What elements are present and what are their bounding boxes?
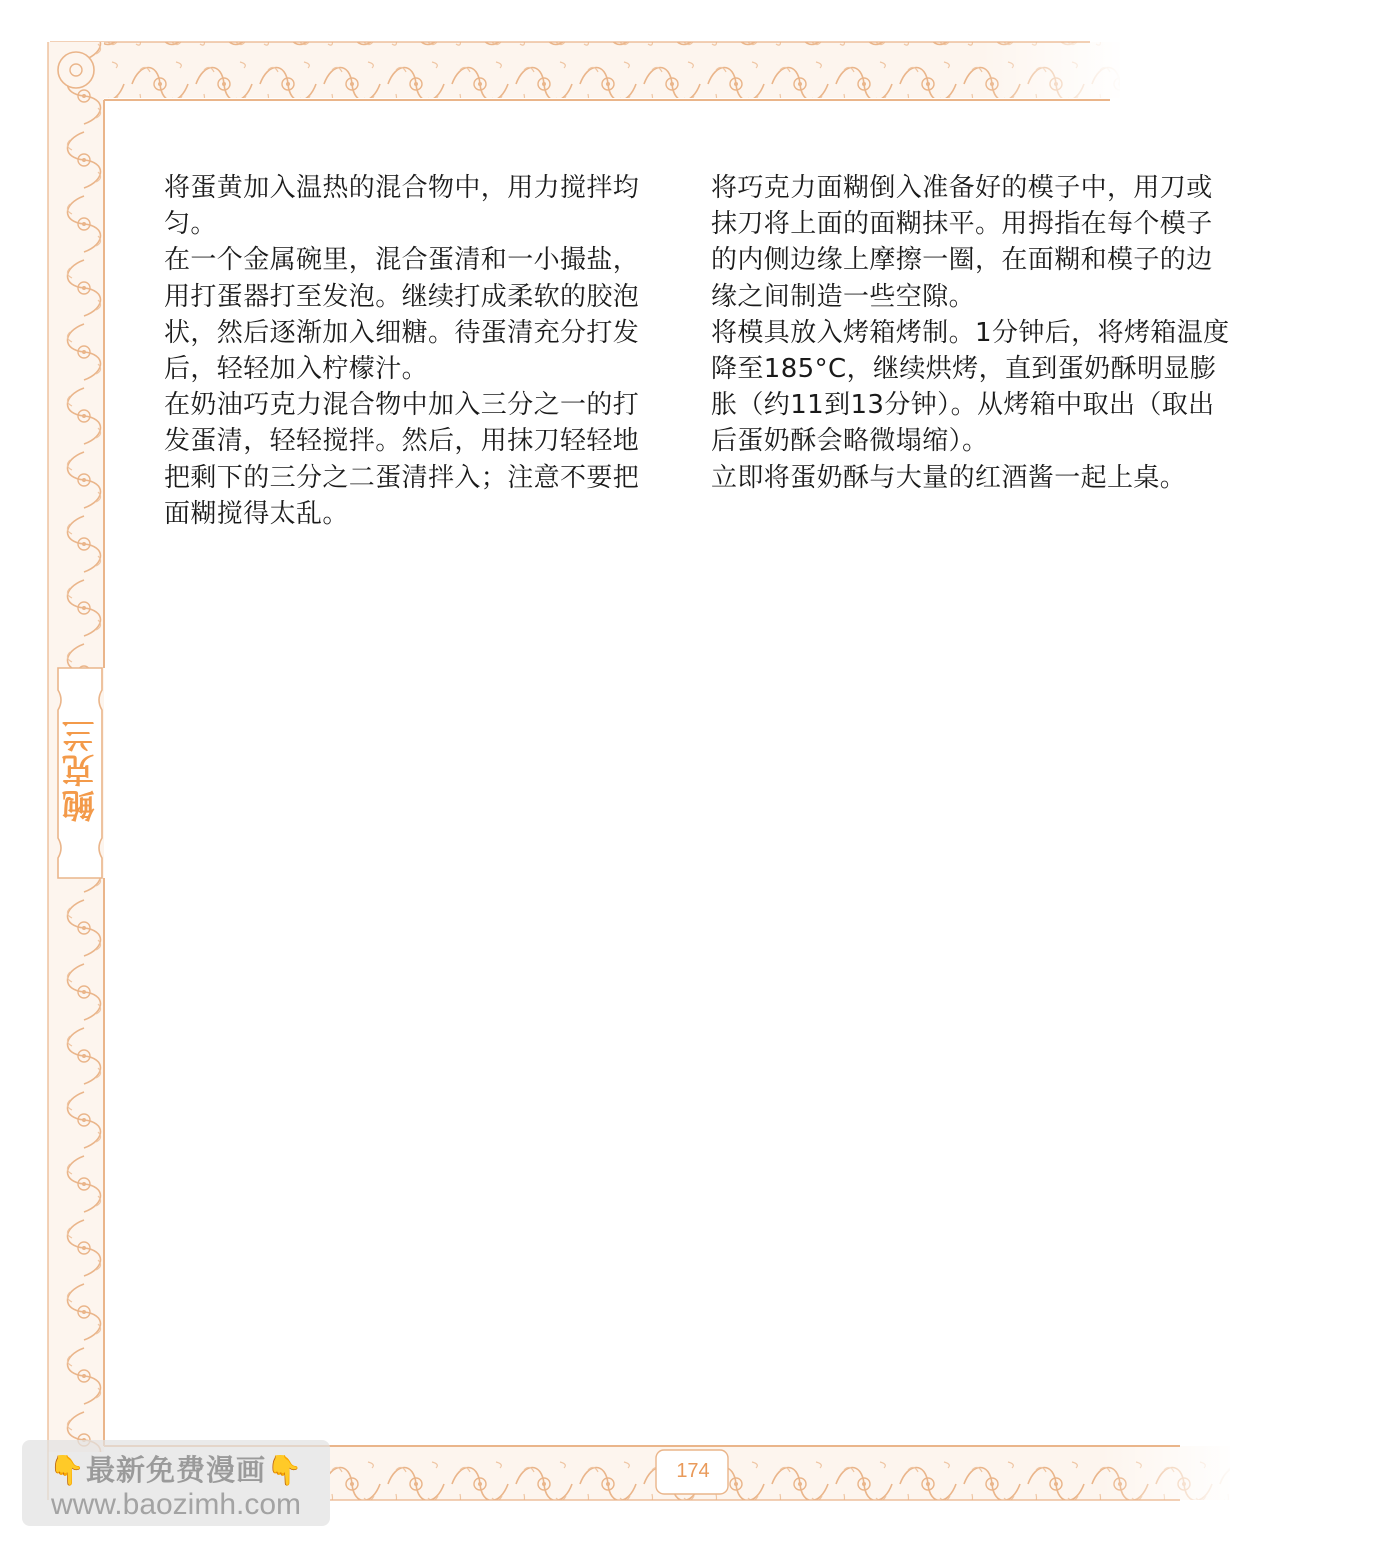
paragraph: 将蛋黄加入温热的混合物中，用力搅拌均匀。: [164, 173, 640, 240]
paragraph: 立即将蛋奶酥与大量的红酒酱一起上桌。: [711, 462, 1187, 493]
paragraph: 在一个金属碗里，混合蛋清和一小撮盐，用打蛋器打至发泡。继续打成柔软的胶泡状，然后逐渐加入细糖。待蛋清充分打发后，轻轻加入柠檬汁。: [164, 245, 640, 385]
watermark-title: [22, 1448, 330, 1489]
pointing-hand-icon: 👇: [48, 1453, 86, 1487]
watermark: [22, 1440, 330, 1526]
top-ornament-band: [50, 42, 1120, 98]
bottom-ornament-band: [330, 1446, 1230, 1500]
watermark-url: www.baozimh.com: [50, 1488, 302, 1521]
watermark-text: 最新免费漫画: [85, 1453, 266, 1487]
left-text-column: [164, 170, 664, 532]
page-number: 174: [676, 1460, 710, 1482]
paragraph: 将巧克力面糊倒入准备好的模子中，用刀或抹刀将上面的面糊抹平。用拇指在每个模子的内侧边缘上摩擦一圈，在面糊和模子的边缘之间制造一些空隙。: [711, 173, 1213, 312]
right-text-column: [711, 170, 1231, 496]
corner-rosette: [58, 52, 94, 88]
side-title: 鲍克兰: [60, 717, 100, 823]
paragraph: 将模具放入烤箱烤制。1分钟后，将烤箱温度降至185°C，继续烘烤，直到蛋奶酥明显膨胀（约11到13分钟）。从烤箱中取出（取出后蛋奶酥会略微塌缩）。: [711, 317, 1230, 457]
paragraph: 在奶油巧克力混合物中加入三分之一的打发蛋清，轻轻搅拌。然后，用抹刀轻轻地把剩下的三分之二蛋清拌入；注意不要把面糊搅得太乱。: [164, 390, 640, 529]
pointing-hand-icon: 👇: [266, 1453, 304, 1487]
